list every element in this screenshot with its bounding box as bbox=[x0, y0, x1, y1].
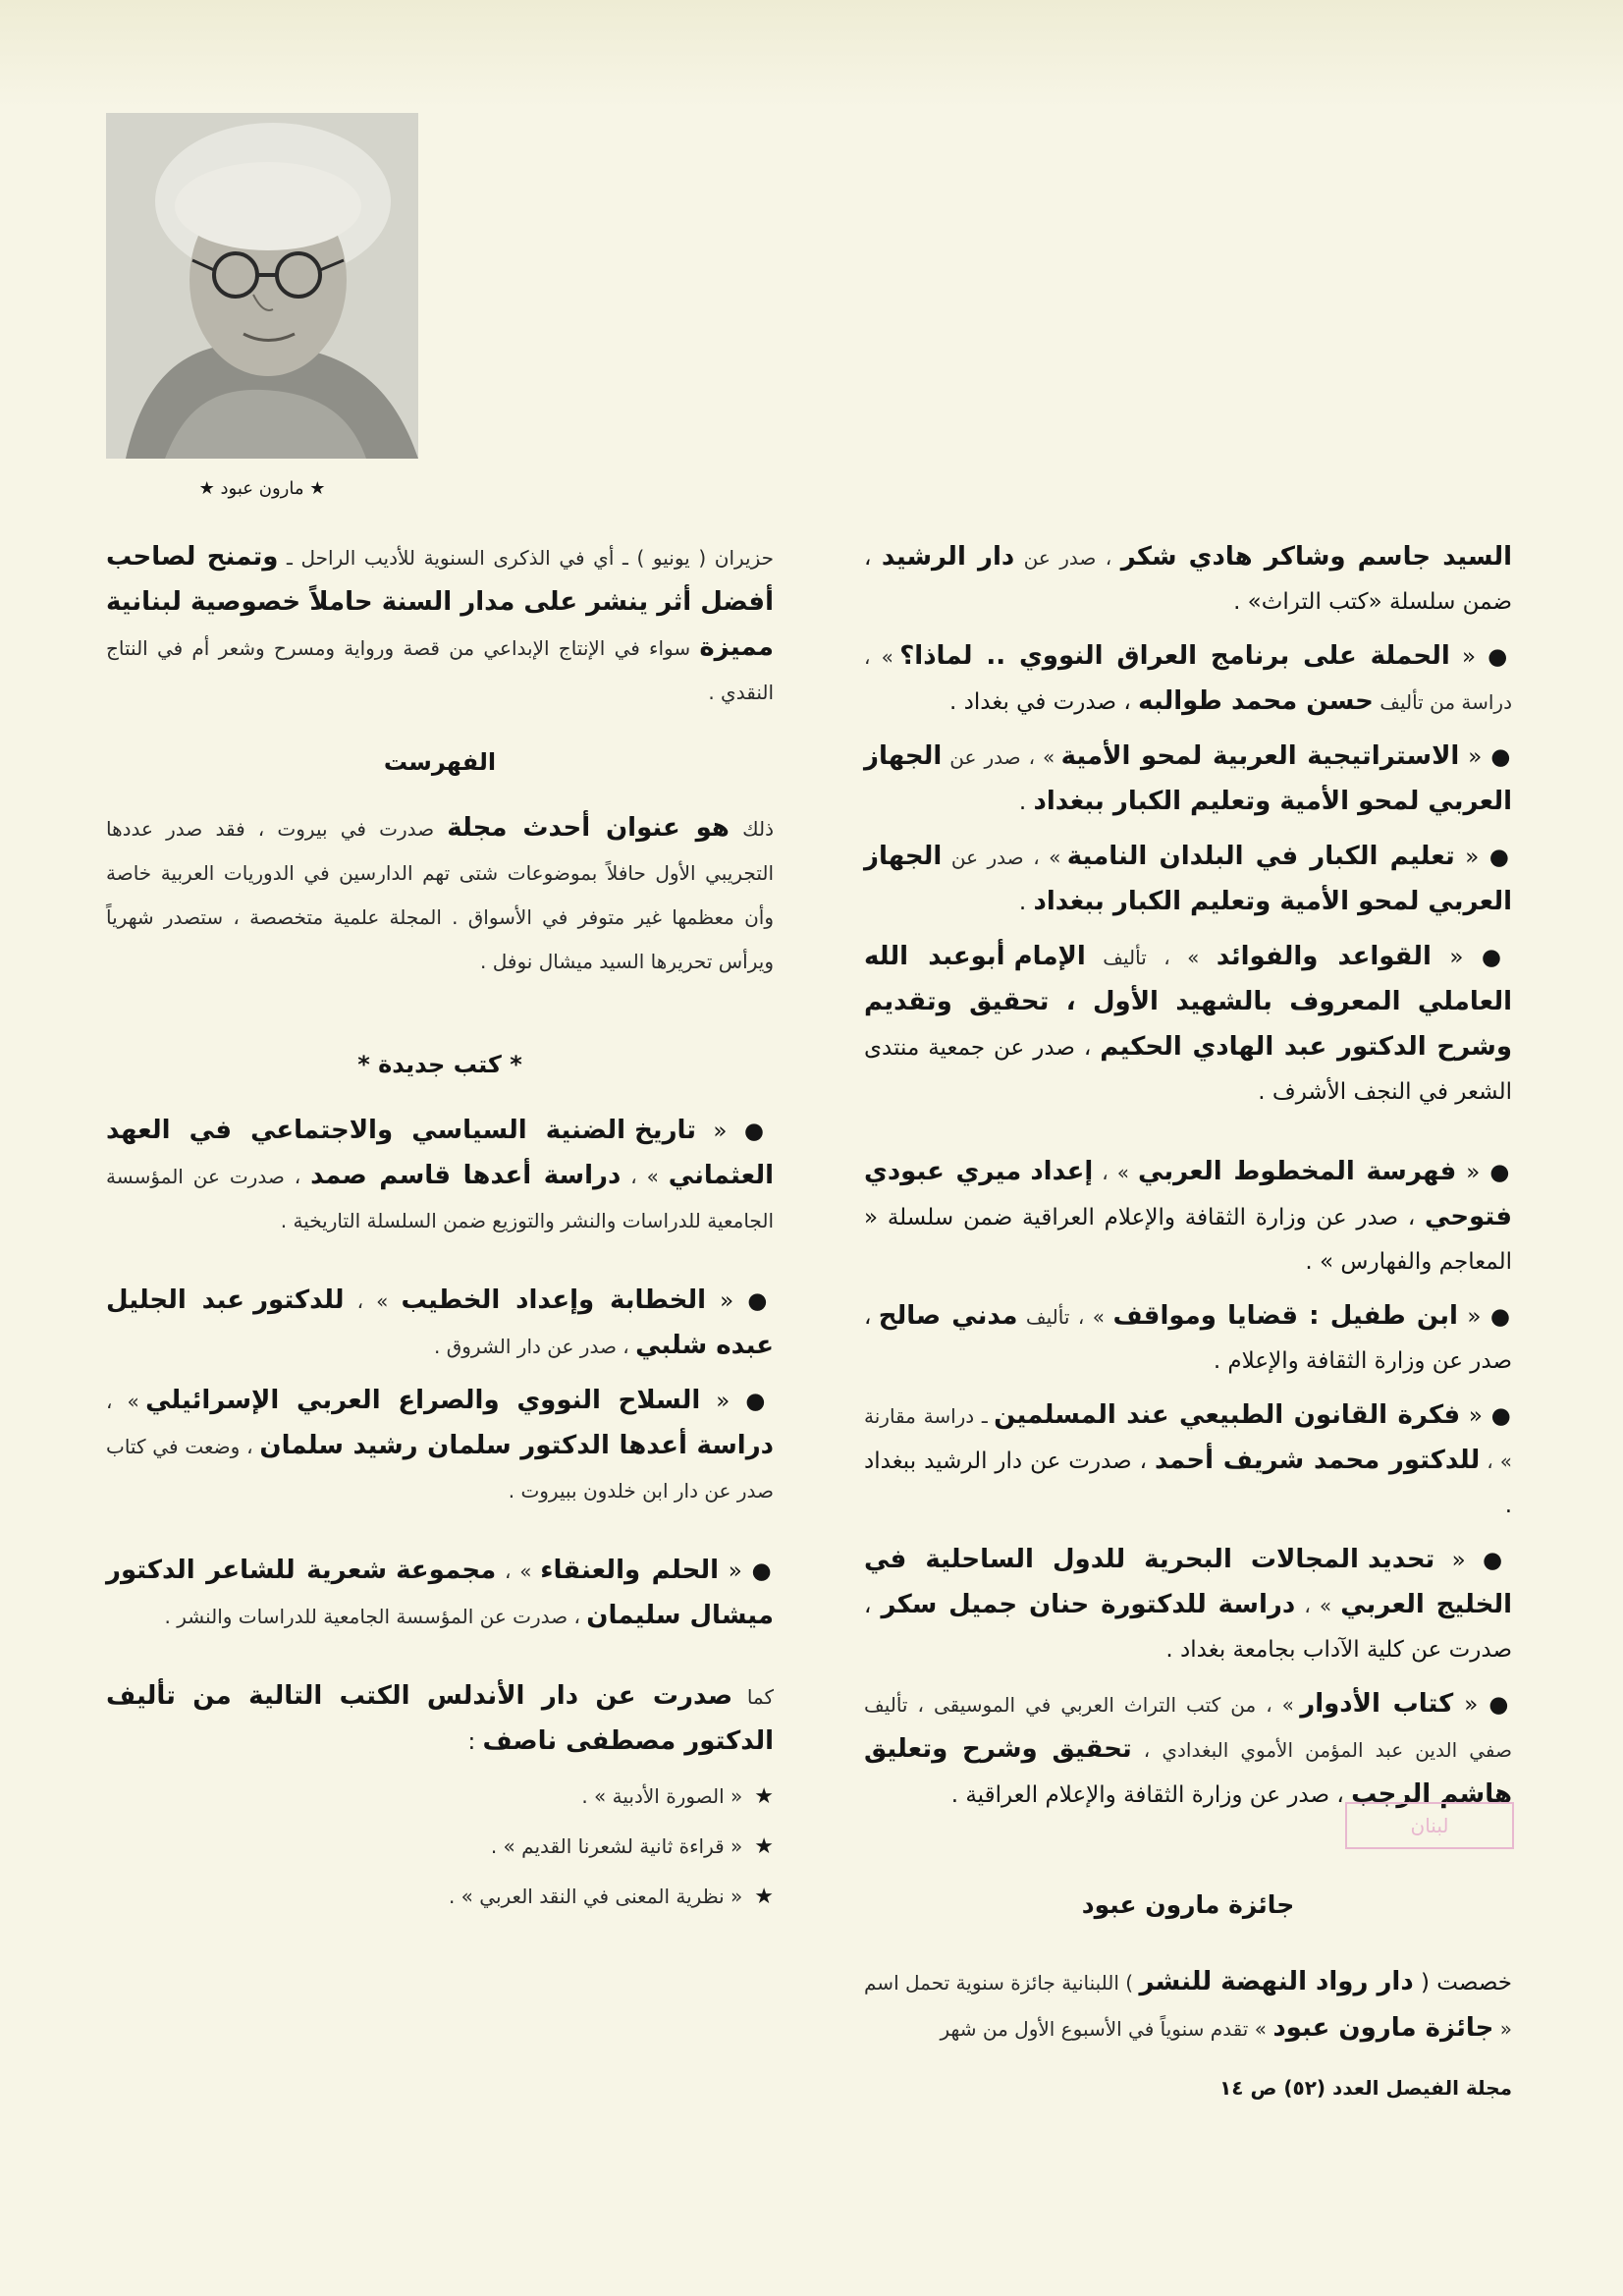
list-item: ● « تعليم الكبار في البلدان النامية » ، صدر عن الجهاز العربي لمحو الأمية وتعليم الكبار ببغداد . bbox=[864, 842, 1513, 916]
list-item: ● « تحديد المجالات البحرية للدول الساحلية في الخليج العربي » ، دراسة للدكتورة حنان جميل سكر ، صدرت عن كلية الآداب بجامعة بغداد . bbox=[864, 1545, 1513, 1663]
star-list-item: ★« قراءة ثانية لشعرنا القديم » . bbox=[490, 1834, 774, 1859]
list-item: ● « فكرة القانون الطبيعي عند المسلمين ـ دراسة مقارنة » ، للدكتور محمد شريف أحمد ، صدرت عن دار الرشيد ببغداد . bbox=[864, 1400, 1513, 1518]
list-item: ● « ابن طفيل : قضايا ومواقف » ، تأليف مدني صالح ، صدر عن وزارة الثقافة والإعلام . bbox=[864, 1301, 1513, 1374]
page-footer: مجلة الفيصل العدد (٥٢) ص ١٤ bbox=[1219, 2076, 1512, 2100]
right-column bbox=[864, 535, 1512, 1828]
list-item: ● « القواعد والفوائد » ، تأليف الإمام أبوعبد الله العاملي المعروف بالشهيد الأول ، تحقيق وتقديم وشرح الدكتور عبد الهادي الحكيم ، صدر عن جمعية منتدى الشعر في النجف الأشرف . bbox=[864, 942, 1513, 1105]
star-icon: ★ bbox=[754, 1885, 774, 1909]
list-item: ● « الحملة على برنامج العراق النووي .. لماذا؟ » ، دراسة من تأليف حسن محمد طوالبه ، صدرت في بغداد . bbox=[864, 641, 1513, 716]
award-title: جائزة مارون عبود bbox=[1081, 1890, 1295, 1919]
award-body: خصصت ( دار رواد النهضة للنشر ) اللبنانية جائزة سنوية تحمل اسم « جائزة مارون عبود » تقدم سنوياً في الأسبوع الأول من شهر bbox=[864, 1967, 1512, 2043]
star-icon: ★ bbox=[754, 1784, 774, 1809]
fihrist-paragraph: ذلك هو عنوان أحدث مجلة صدرت في بيروت ، فقد صدر عددها التجريبي الأول حافلاً بموضوعات شتى تهم الدارسين في الدوريات العربية خاصة وأن معظمها غير متوفر في الأسواق . المجلة علمية متخصصة ، ستصدر شهرياً ويرأس تحريرها السيد ميشال نوفل . bbox=[106, 813, 774, 973]
award-continuation: حزيران ( يونيو ) ـ أي في الذكرى السنوية للأديب الراحل ـ وتمنح لصاحب أفضل أثر ينشر على مدار السنة حاملاً خصوصية لبنانية مميزة سواء في الإنتاج الإبداعي من قصة ورواية ومسرح وشعر أم في النتاج النقدي . bbox=[106, 542, 774, 704]
list-item: ● « الخطابة وإعداد الخطيب » ، للدكتور عبد الجليل عبده شلبي ، صدر عن دار الشروق . bbox=[106, 1285, 775, 1360]
new-books-heading: * كتب جديدة * bbox=[357, 1051, 522, 1078]
andalus-paragraph: كما صدرت عن دار الأندلس الكتب التالية من تأليف الدكتور مصطفى ناصف : bbox=[106, 1681, 774, 1756]
portrait-photo bbox=[106, 113, 418, 459]
list-item: السيد جاسم وشاكر هادي شكر ، صدر عن دار الرشيد ، ضمن سلسلة «كتب التراث» . bbox=[864, 542, 1513, 615]
list-item: ● « تاريخ الضنية السياسي والاجتماعي في العهد العثماني » ، دراسة أعدها قاسم صمد ، صدرت عن المؤسسة الجامعية للدراسات والنشر والتوزيع ضمن السلسلة التاريخية . bbox=[106, 1116, 775, 1232]
portrait-image bbox=[106, 113, 418, 459]
star-list-item: ★« نظرية المعنى في النقد العربي » . bbox=[448, 1885, 774, 1909]
photo-caption: ★ مارون عبود ★ bbox=[198, 478, 326, 499]
star-list-item: ★« الصورة الأدبية » . bbox=[581, 1784, 774, 1809]
list-item: ● « فهرسة المخطوط العربي » ، إعداد ميري عبودي فتوحي ، صدر عن وزارة الثقافة والإعلام العراقية ضمن سلسلة « المعاجم والفهارس » . bbox=[864, 1157, 1513, 1275]
list-item: ● « الحلم والعنقاء » ، مجموعة شعرية للشاعر الدكتور ميشال سليمان ، صدرت عن المؤسسة الجامعية للدراسات والنشر . bbox=[106, 1556, 775, 1630]
top-band bbox=[0, 0, 1623, 108]
star-list bbox=[106, 1775, 774, 1919]
section-stamp: لبنان bbox=[1345, 1802, 1514, 1849]
list-item: ● « كتاب الأدوار » ، من كتب التراث العربي في الموسيقى ، تأليف صفي الدين عبد المؤمن الأموي البغدادي ، تحقيق وشرح وتعليق هاشم الرجب ، صدر عن وزارة الثقافة والإعلام العراقية . bbox=[864, 1689, 1512, 1809]
list-item: ● « السلاح النووي والصراع العربي الإسرائيلي » ، دراسة أعدها الدكتور سلمان رشيد سلمان ، وضعت في كتاب صدر عن دار ابن خلدون ببيروت . bbox=[106, 1386, 775, 1503]
star-icon: ★ bbox=[754, 1834, 774, 1859]
list-item: ● « الاستراتيجية العربية لمحو الأمية » ، صدر عن الجهاز العربي لمحو الأمية وتعليم الكبار ببغداد . bbox=[864, 741, 1512, 816]
fihrist-heading: الفهرست bbox=[383, 748, 497, 776]
left-column bbox=[106, 535, 774, 1925]
